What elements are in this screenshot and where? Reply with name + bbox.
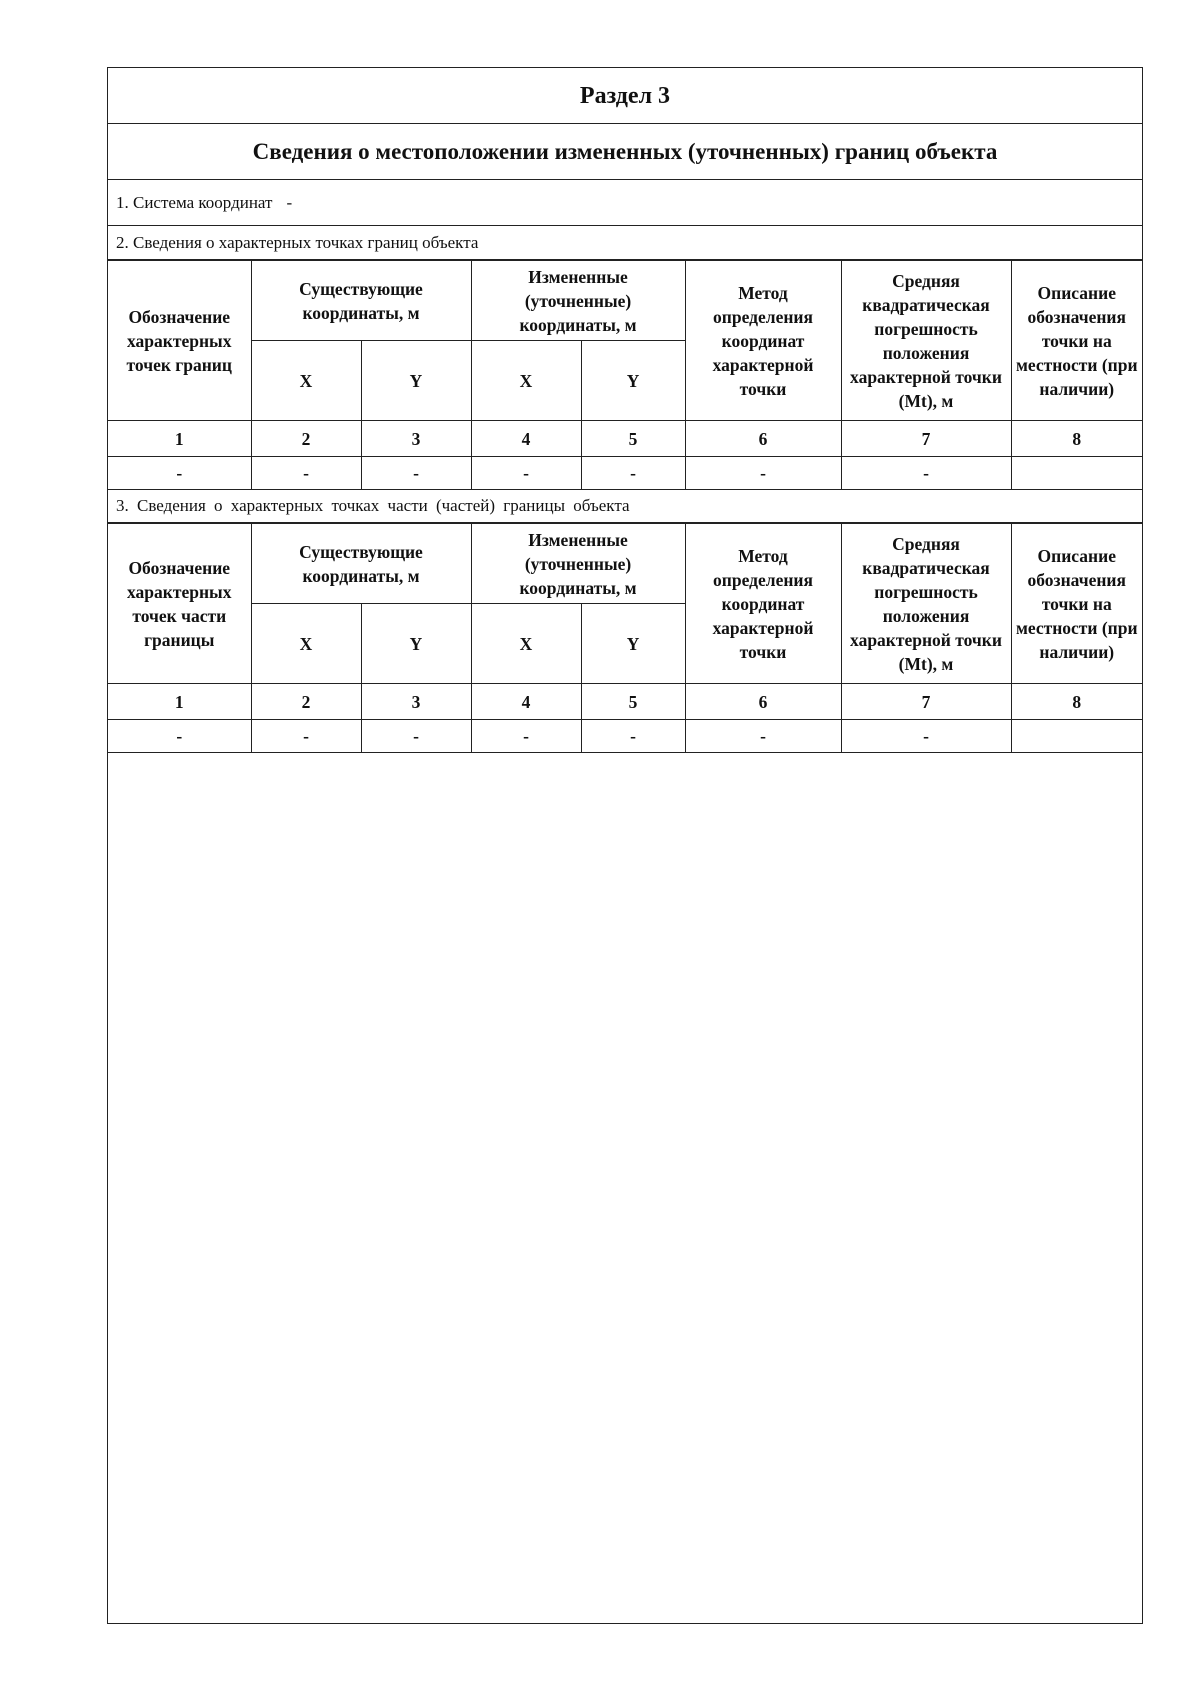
col-number: 7 [841,421,1011,457]
col-number: 4 [471,421,581,457]
header-y-existing: Y [361,341,471,421]
table-cell: - [471,457,581,490]
table1-caption: 2. Сведения о характерных точках границ объекта [116,232,479,252]
header-x-existing: X [251,341,361,421]
col-number: 4 [471,684,581,720]
col-number: 5 [581,684,685,720]
header-changed-coords: Измененные (уточненные) координаты, м [471,524,685,604]
header-y-changed: Y [581,604,685,684]
document-title: Сведения о местоположении измененных (уточненных) границ объекта [252,139,998,164]
table-cell: - [685,720,841,753]
table-cell: - [108,720,251,753]
header-point: Обозначение характерных точек границ [108,261,251,421]
col-number: 2 [251,421,361,457]
header-method: Метод определения координат характерной точки [685,524,841,684]
table-cell [1011,720,1142,753]
document-sheet [107,67,1143,1624]
table-cell: - [251,457,361,490]
table1-caption-row [108,226,1142,260]
header-y-changed: Y [581,341,685,421]
header-x-existing: X [251,604,361,684]
header-description: Описание обозначения точки на местности (при наличии) [1011,261,1142,421]
col-number: 2 [251,684,361,720]
col-number: 3 [361,684,471,720]
header-error: Средняя квадратическая погрешность положения характерной точки (Mt), м [841,524,1011,684]
part-points-table [108,523,1142,753]
header-existing-coords: Существующие координаты, м [251,261,471,341]
table2-caption: 3. Сведения о характерных точках части (частей) границы объекта [116,496,630,515]
table-cell: - [361,720,471,753]
header-method: Метод определения координат характерной точки [685,261,841,421]
header-changed-coords: Измененные (уточненные) координаты, м [471,261,685,341]
table-cell: - [841,457,1011,490]
table-cell: - [841,720,1011,753]
header-x-changed: X [471,604,581,684]
points-table [108,260,1142,490]
coord-system-label: 1. Система координат [116,192,273,212]
table-cell: - [361,457,471,490]
col-number: 6 [685,421,841,457]
col-number: 3 [361,421,471,457]
header-y-existing: Y [361,604,471,684]
table2-caption-row [108,489,1142,523]
col-number: 1 [108,684,251,720]
col-number: 1 [108,421,251,457]
table-cell: - [685,457,841,490]
coord-system-value: - [286,192,293,212]
col-number: 6 [685,684,841,720]
header-x-changed: X [471,341,581,421]
table-cell: - [108,457,251,490]
coord-system-row [108,180,1142,226]
col-number: 5 [581,421,685,457]
header-description: Описание обозначения точки на местности (при наличии) [1011,524,1142,684]
table-cell: - [581,457,685,490]
table-cell: - [581,720,685,753]
col-number: 8 [1011,421,1142,457]
table-cell [1011,457,1142,490]
header-point: Обозначение характерных точек части границы [108,524,251,684]
section-title: Раздел 3 [579,83,671,109]
document-title-row [108,124,1142,180]
table-cell: - [251,720,361,753]
table-cell: - [471,720,581,753]
header-error: Средняя квадратическая погрешность положения характерной точки (Mt), м [841,261,1011,421]
section-header [108,68,1142,124]
col-number: 8 [1011,684,1142,720]
col-number: 7 [841,684,1011,720]
header-existing-coords: Существующие координаты, м [251,524,471,604]
